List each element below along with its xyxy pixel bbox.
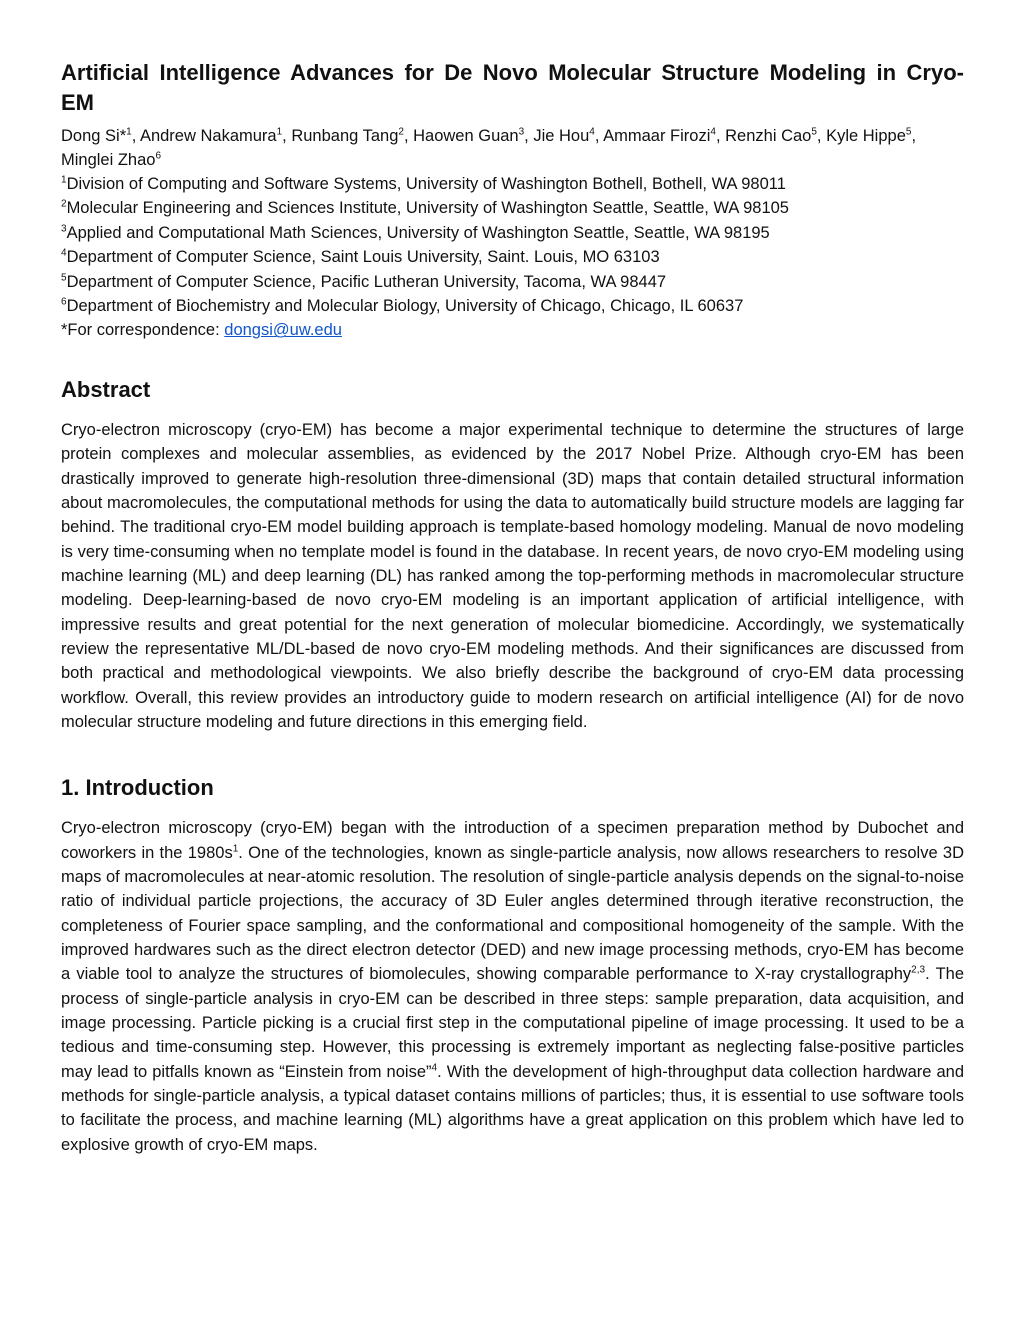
affiliation-line	[61, 221, 964, 245]
author-affiliation-mark: 2	[398, 126, 404, 138]
affiliation-line	[61, 245, 964, 269]
author-name: Andrew Nakamura	[139, 127, 277, 145]
affiliation-mark: 5	[61, 272, 67, 284]
affiliation-text: Applied and Computational Math Sciences, University of Washington Seattle, Seattle, WA 98195	[66, 223, 770, 242]
introduction-text: . One of the technologies, known as single-particle analysis, now allows researchers to resolve 3D maps of macromolecules at near-atomic resolution. The resolution of single-particle analysis depends on the signal-to-noise ratio of individual particle projections, the accuracy of 3D Euler angles determined through iterative reconstruction, the completeness of Fourier space sampling, and the conformational and compositional homogeneity of the sample. With the improved hardwares such as the direct electron detector (DED) and new image processing methods, cryo-EM has become a viable tool to analyze the structures of biomolecules, showing comparable performance to X-ray crystallography	[61, 843, 964, 984]
citation-mark: 4	[431, 1062, 438, 1074]
introduction-text: . With the development of high-throughput data collection hardware and methods for single-particle analysis, a typical dataset contains millions of particles; thus, it is essential to use software tools to facilitate the process, and machine learning (ML) algorithms have a great application on this problem which have led to explosive growth of cryo-EM maps.	[61, 1062, 965, 1154]
introduction-paragraph	[61, 816, 964, 1157]
affiliation-list	[61, 172, 964, 318]
correspondence	[61, 318, 964, 342]
affiliation-mark: 4	[61, 247, 67, 259]
correspondence-label: *For correspondence:	[61, 321, 225, 340]
author-affiliation-mark: 6	[155, 150, 162, 162]
author-affiliation-mark: 3	[518, 126, 525, 138]
affiliation-text: Molecular Engineering and Sciences Institute, University of Washington Seattle, Seattle, WA 98105	[66, 199, 789, 218]
affiliation-mark: 6	[61, 296, 67, 308]
author-affiliation-mark: 4	[589, 126, 595, 138]
citation-mark: 1	[232, 843, 239, 855]
introduction-heading: 1. Introduction	[61, 775, 214, 801]
affiliation-text: Division of Computing and Software Systems, University of Washington Bothell, Bothell, WA 98011	[66, 175, 786, 193]
abstract-heading: Abstract	[61, 376, 151, 402]
citation-mark: 2,3	[911, 964, 926, 976]
affiliation-line	[61, 270, 964, 294]
author-name: Ammaar Firozi	[603, 127, 711, 145]
affiliation-mark: 3	[61, 223, 67, 235]
affiliation-mark: 1	[61, 174, 67, 186]
author-name: Haowen Guan	[413, 127, 519, 145]
introduction-text: Cryo-electron microscopy (cryo-EM) began with the introduction of a specimen preparation method by Dubochet and coworkers in the 1980s	[61, 819, 964, 862]
author-affiliation-mark: 1	[276, 126, 283, 138]
affiliation-mark: 2	[61, 198, 67, 210]
author-affiliation-mark: 5	[905, 126, 912, 138]
affiliation-line	[61, 172, 964, 196]
author-name: Minglei Zhao	[61, 151, 156, 169]
author-name: Kyle Hippe	[826, 127, 906, 145]
author-name: Runbang Tang	[291, 127, 399, 145]
author-affiliation-mark: 1	[126, 126, 132, 138]
author-name: Renzhi Cao	[725, 127, 812, 145]
correspondence-email-link[interactable]: dongsi@uw.edu	[224, 321, 342, 340]
paper-page	[61, 58, 964, 1174]
affiliation-line	[61, 196, 964, 220]
abstract-paragraph: Cryo-electron microscopy (cryo-EM) has become a major experimental technique to determine the structures of large protein complexes and molecular assemblies, as evidenced by the 2017 Nobel Prize. Although cryo-EM has been drastically improved to generate high-resolution three-dimensional (3D) maps that contain detailed structural information about macromolecules, the computational methods for using the data to automatically build structure models are lagging far behind. The traditional cryo-EM model building approach is template-based homology modeling. Manual de novo modeling is very time-consuming when no template model is found in the database. In recent years, de novo cryo-EM modeling using machine learning (ML) and deep learning (DL) has ranked among the top-performing methods in macromolecular structure modeling. Deep-learning-based de novo cryo-EM modeling is an important application of artificial intelligence, with impressive results and great potential for the next generation of molecular biomedicine. Accordingly, we systematically review the representative ML/DL-based de novo cryo-EM modeling methods. And their significances are discussed from both practical and methodological viewpoints. We also briefly describe the background of cryo-EM data processing workflow. Overall, this review provides an introductory guide to modern research on artificial intelligence (AI) for de novo molecular structure modeling and future directions in this emerging field.	[61, 420, 964, 731]
author-list: Dong Si*$^1$, Andrew Nakamura$^1$, Runbang Tang$^2$, Haowen Guan$^3$, Jie Hou$^4$, Ammaar Firozi$^4$, Renzhi Cao$^5$, Kyle Hippe$^5$, Minglei Zhao$^6$	[61, 126, 917, 169]
introduction-text: . The process of single-particle analysis in cryo-EM can be described in three steps: sample preparation, data acquisition, and image processing. Particle picking is a crucial first step in the computational pipeline of image processing. It used to be a tedious and time-consuming step. However, this processing is extremely important as neglecting false-positive particles may lead to pitfalls known as “Einstein from noise”	[61, 965, 965, 1081]
affiliation-text: Department of Computer Science, Pacific Lutheran University, Tacoma, WA 98447	[66, 272, 667, 291]
author-affiliation-mark: 4	[710, 126, 716, 138]
affiliation-text: Department of Biochemistry and Molecular Biology, University of Chicago, Chicago, IL 60637	[66, 297, 744, 316]
paper-title: Artificial Intelligence Advances for De Novo Molecular Structure Modeling in Cryo-EM	[61, 60, 964, 115]
author-name: Jie Hou	[533, 127, 590, 145]
affiliation-text: Department of Computer Science, Saint Louis University, Saint. Louis, MO 63103	[66, 248, 660, 267]
author-name: Dong Si*	[61, 127, 127, 145]
affiliation-line	[61, 294, 964, 318]
author-affiliation-mark: 5	[811, 126, 817, 138]
